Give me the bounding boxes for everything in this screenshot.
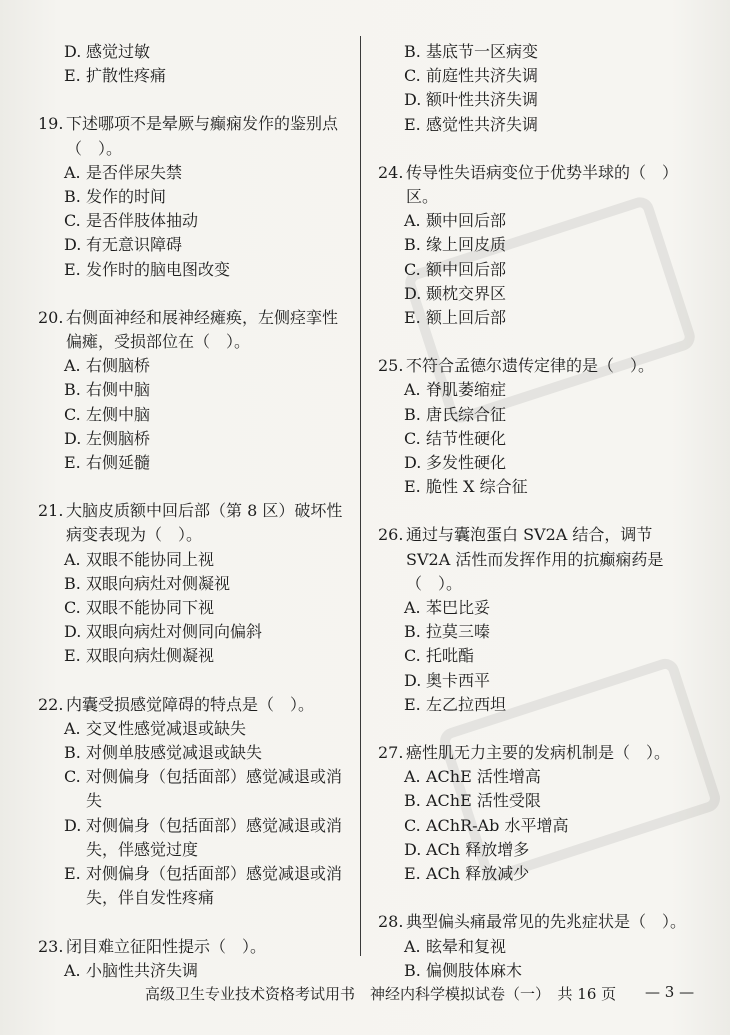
question-stem	[378, 741, 698, 765]
option-label: A.	[64, 356, 81, 376]
option-label: B.	[404, 235, 421, 255]
option-text: 偏侧肢体麻木	[426, 960, 523, 980]
option-row	[378, 403, 698, 427]
option-row	[38, 64, 350, 88]
option-text: ACh 释放增多	[426, 839, 530, 859]
option-label: B.	[404, 960, 421, 980]
option-label: C.	[404, 428, 421, 448]
option-text: 左侧中脑	[86, 404, 151, 424]
option-label: A.	[64, 718, 81, 738]
option-text: 双眼向病灶对侧凝视	[86, 573, 231, 593]
option-label: C.	[64, 404, 81, 424]
option-row	[38, 548, 350, 572]
option-label: D.	[64, 42, 82, 61]
option-text: 感觉过敏	[86, 42, 151, 61]
option-label: A.	[64, 549, 81, 569]
question-text: 下述哪项不是晕厥与癫痫发作的鉴别点（ ）。	[66, 114, 339, 158]
option-label: D.	[64, 428, 82, 448]
option-row	[378, 789, 698, 813]
question-text: 通过与囊泡蛋白 SV2A 结合，调节 SV2A 活性而发挥作用的抗癫痫药是（ ）。	[406, 525, 664, 593]
option-label: D.	[64, 235, 82, 255]
option-row	[38, 717, 350, 741]
option-text: 发作时的脑电图改变	[86, 259, 231, 279]
option-label: D.	[404, 670, 422, 690]
footer-text: 高级卫生专业技术资格考试用书 神经内科学模拟试卷（一） 共 16 页	[145, 985, 617, 1003]
option-text: 颞枕交界区	[426, 283, 507, 303]
option-label: C.	[404, 646, 421, 666]
option-text: AChR-Ab 水平增高	[426, 815, 569, 835]
question-stem	[378, 354, 698, 378]
option-row	[378, 814, 698, 838]
option-text: AChE 活性增高	[426, 767, 541, 787]
spacer	[378, 886, 698, 910]
option-label: C.	[64, 767, 81, 787]
option-row	[38, 596, 350, 620]
question-q25	[378, 354, 698, 499]
option-row	[38, 765, 350, 813]
option-text: 拉莫三嗪	[426, 622, 491, 642]
question-number: 28.	[378, 912, 404, 932]
option-label: B.	[404, 791, 421, 811]
option-text: 对侧偏身（包括面部）感觉减退或消失，伴感觉过度	[86, 815, 343, 859]
option-text: 双眼不能协同下视	[86, 598, 215, 618]
option-row	[378, 258, 698, 282]
option-row	[38, 862, 350, 910]
question-q19	[38, 112, 350, 281]
question-number: 22.	[38, 694, 64, 714]
question-q22	[38, 693, 350, 911]
option-row	[378, 306, 698, 330]
option-row	[378, 693, 698, 717]
option-text: 是否伴尿失禁	[86, 162, 183, 182]
question-text: 典型偏头痛最常见的先兆症状是（ ）。	[406, 912, 687, 932]
question-number: 21.	[38, 501, 64, 521]
option-text: 小脑性共济失调	[86, 960, 199, 980]
option-row	[38, 427, 350, 451]
question-q27	[378, 741, 698, 886]
question-number: 24.	[378, 162, 404, 182]
option-text: 对侧偏身（包括面部）感觉减退或消失，伴自发性疼痛	[86, 864, 343, 908]
option-text: 额叶性共济失调	[426, 90, 539, 110]
column-divider	[360, 36, 361, 956]
option-label: D.	[64, 622, 82, 642]
option-text: 基底节一区病变	[426, 42, 539, 61]
option-text: 多发性硬化	[426, 453, 507, 473]
option-label: B.	[404, 622, 421, 642]
question-stem	[378, 161, 698, 209]
option-text: 双眼不能协同上视	[86, 549, 215, 569]
option-row	[378, 451, 698, 475]
question-q26	[378, 523, 698, 717]
option-text: 苯巴比妥	[426, 598, 491, 618]
option-label: D.	[404, 283, 422, 303]
option-text: 感觉性共济失调	[426, 114, 539, 134]
option-row	[378, 935, 698, 959]
option-text: 左乙拉西坦	[426, 694, 507, 714]
option-label: B.	[64, 380, 81, 400]
option-row	[378, 475, 698, 499]
option-label: B.	[64, 573, 81, 593]
spacer	[378, 137, 698, 161]
option-row	[38, 572, 350, 596]
option-row	[38, 354, 350, 378]
question-q21	[38, 499, 350, 668]
option-row	[38, 403, 350, 427]
option-label: E.	[64, 259, 81, 279]
option-label: A.	[404, 936, 421, 956]
question-stem	[38, 693, 350, 717]
option-label: A.	[64, 960, 81, 980]
option-label: E.	[404, 114, 421, 134]
option-row	[378, 765, 698, 789]
left-column	[38, 40, 350, 983]
option-row	[378, 88, 698, 112]
option-label: C.	[404, 66, 421, 86]
option-label: E.	[64, 66, 81, 86]
spacer	[38, 669, 350, 693]
option-label: B.	[64, 743, 81, 763]
option-label: C.	[404, 815, 421, 835]
question-stem	[38, 499, 350, 547]
option-text: 脆性 X 综合征	[426, 477, 528, 497]
option-row	[378, 113, 698, 137]
option-row	[378, 378, 698, 402]
question-text: 大脑皮质额中回后部（第 8 区）破坏性病变表现为（ ）。	[66, 501, 343, 545]
option-label: C.	[404, 259, 421, 279]
option-label: D.	[404, 90, 422, 110]
question-text: 闭目难立征阳性提示（ ）。	[66, 936, 267, 956]
option-label: D.	[64, 815, 82, 835]
option-row	[378, 64, 698, 88]
option-label: E.	[404, 864, 421, 884]
option-text: 额上回后部	[426, 308, 507, 328]
question-text: 传导性失语病变位于优势半球的（ ）区。	[406, 162, 679, 207]
option-row	[378, 282, 698, 306]
option-label: A.	[64, 162, 81, 182]
option-row	[378, 838, 698, 862]
option-row	[378, 40, 698, 64]
option-row	[378, 644, 698, 668]
spacer	[38, 88, 350, 112]
question-q20	[38, 306, 350, 475]
option-text: ACh 释放减少	[426, 864, 530, 884]
option-row	[378, 427, 698, 451]
option-text: AChE 活性受限	[426, 791, 541, 811]
option-row	[38, 233, 350, 257]
question-q24	[378, 161, 698, 330]
spacer	[38, 475, 350, 499]
option-row	[38, 258, 350, 282]
option-label: A.	[404, 211, 421, 231]
option-text: 前庭性共济失调	[426, 66, 539, 86]
question-number: 26.	[378, 525, 404, 545]
option-label: E.	[404, 477, 421, 497]
option-row	[378, 862, 698, 886]
option-row	[38, 451, 350, 475]
option-row	[38, 209, 350, 233]
question-number: 27.	[378, 743, 404, 763]
option-label: C.	[64, 211, 81, 231]
option-text: 扩散性疼痛	[86, 66, 167, 86]
option-text: 结节性硬化	[426, 428, 507, 448]
spacer	[378, 330, 698, 354]
option-row	[378, 620, 698, 644]
option-text: 右侧中脑	[86, 380, 151, 400]
option-label: C.	[64, 598, 81, 618]
option-row	[38, 814, 350, 862]
option-label: E.	[64, 646, 81, 666]
spacer	[378, 499, 698, 523]
question-text: 癌性肌无力主要的发病机制是（ ）。	[406, 743, 671, 763]
option-text: 是否伴肢体抽动	[86, 211, 199, 231]
option-row	[378, 209, 698, 233]
spacer	[38, 911, 350, 935]
option-text: 唐氏综合征	[426, 404, 507, 424]
option-label: E.	[64, 453, 81, 473]
option-text: 缘上回皮质	[426, 235, 507, 255]
option-text: 左侧脑桥	[86, 428, 151, 448]
option-text: 双眼向病灶侧凝视	[86, 646, 215, 666]
question-number: 19.	[38, 114, 64, 134]
option-label: A.	[404, 598, 421, 618]
option-text: 眩晕和复视	[426, 936, 507, 956]
option-text: 托吡酯	[426, 646, 475, 666]
question-number: 23.	[38, 936, 64, 956]
option-text: 交叉性感觉减退或缺失	[86, 718, 247, 738]
option-label: E.	[64, 864, 81, 884]
question-text: 内囊受损感觉障碍的特点是（ ）。	[66, 694, 315, 714]
option-row	[378, 959, 698, 983]
option-row	[38, 741, 350, 765]
question-number: 25.	[378, 356, 404, 376]
question-stem	[38, 935, 350, 959]
option-text: 颞中回后部	[426, 211, 507, 231]
option-label: A.	[404, 380, 421, 400]
option-text: 发作的时间	[86, 187, 167, 207]
spacer	[378, 717, 698, 741]
option-row	[378, 669, 698, 693]
option-text: 右侧延髓	[86, 453, 151, 473]
right-column	[378, 40, 698, 983]
question-text: 右侧面神经和展神经瘫痪，左侧痉挛性偏瘫，受损部位在（ ）。	[66, 307, 339, 352]
option-row	[38, 378, 350, 402]
question-q28	[378, 910, 698, 983]
option-label: B.	[404, 42, 421, 61]
option-row	[38, 161, 350, 185]
option-label: D.	[404, 839, 422, 859]
question-stem	[378, 910, 698, 934]
page-number: — 3 —	[645, 983, 695, 1001]
option-text: 对侧偏身（包括面部）感觉减退或消失	[86, 767, 343, 811]
option-text: 对侧单肢感觉减退或缺失	[86, 743, 263, 763]
option-row	[38, 959, 350, 983]
question-stem	[38, 112, 350, 160]
option-text: 双眼向病灶对侧同向偏斜	[86, 622, 263, 642]
option-row	[378, 596, 698, 620]
option-text: 脊肌萎缩症	[426, 380, 507, 400]
option-text: 奥卡西平	[426, 670, 491, 690]
question-q23	[38, 935, 350, 983]
question-text: 不符合孟德尔遗传定律的是（ ）。	[406, 356, 655, 376]
option-label: E.	[404, 694, 421, 714]
option-row	[38, 185, 350, 209]
question-stem	[378, 523, 698, 596]
option-row	[378, 233, 698, 257]
option-row	[38, 40, 350, 64]
option-label: D.	[404, 453, 422, 473]
question-stem	[38, 306, 350, 354]
option-text: 右侧脑桥	[86, 356, 151, 376]
option-row	[38, 620, 350, 644]
option-text: 有无意识障碍	[86, 235, 183, 255]
option-label: B.	[404, 404, 421, 424]
question-number: 20.	[38, 307, 64, 327]
spacer	[38, 282, 350, 306]
option-label: B.	[64, 187, 81, 207]
option-text: 额中回后部	[426, 259, 507, 279]
option-row	[38, 644, 350, 668]
option-label: A.	[404, 767, 421, 787]
option-label: E.	[404, 308, 421, 328]
